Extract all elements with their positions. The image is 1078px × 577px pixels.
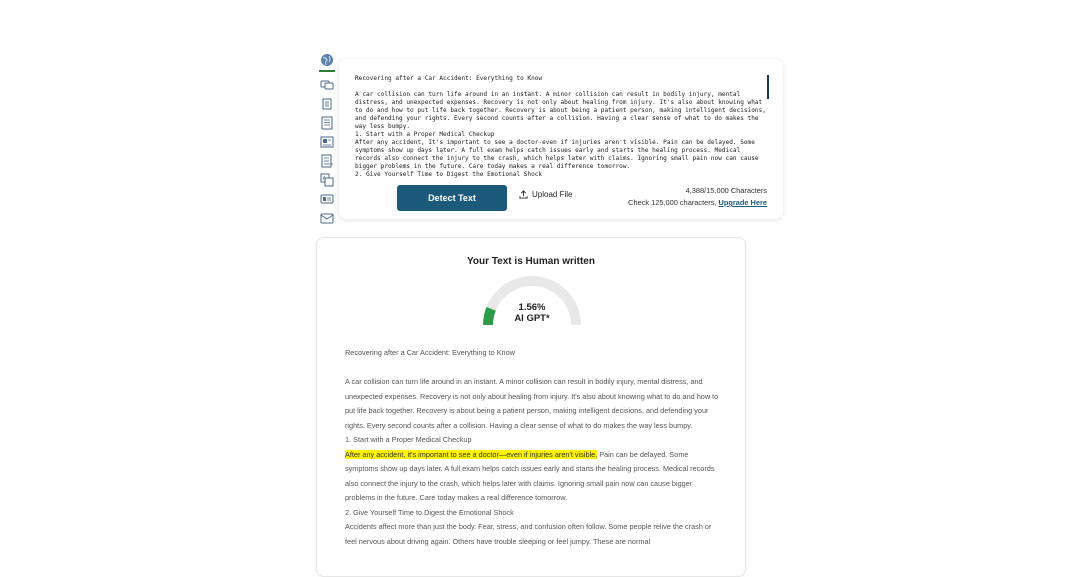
- result-title: Your Text is Human written: [467, 256, 595, 267]
- ai-gauge-label: AI GPT*: [514, 313, 550, 324]
- svg-text:A: A: [322, 176, 326, 182]
- detect-text-button[interactable]: Detect Text: [397, 185, 507, 211]
- input-scrollbar[interactable]: [767, 75, 769, 99]
- upload-file-button[interactable]: [519, 190, 572, 199]
- text-input-area[interactable]: Recovering after a Car Accident: Everything to Know A car collision can turn life around in an instant. A minor collision can result in bodily injury, mental distress, and unexpected expenses. Recovery is not only about healing from injury. It's also about knowing what to do and how to put life back together. Recovery is about being a patient person, making intelligent decisions, and defending your rights. Every second counts after a collision. Having a clear sense of what to do makes the way less bumpy. 1. Start with a Proper Medical Checkup After any accident, It's important to see a doctor-even if injuries aren't visible. Pain can be delayed. Some symptoms show up days later. A full exam helps catch issues early and starts the healing process. Medical records also connect the injury to the crash, which helps later with claims. Ignoring small pain now can cause bigger problems in the future. Care today makes a real difference tomorrow. 2. Give Yourself Time to Digest the Emotional Shock: [355, 75, 766, 178]
- notes-icon[interactable]: [320, 116, 334, 130]
- gauge-readout: [481, 302, 583, 324]
- globe-icon[interactable]: [320, 53, 334, 67]
- analyzed-paragraph-1: A car collision can turn life around in an instant. A minor collision can result in bodily injury, mental distress, and unexpected expenses. Recovery is not only about healing from injury. It's also about knowing what to do and how to put life back together. Recovery is about being a patient person, making intelligent decisions, and defending your rights. Every second counts after a collision. Having a clear sense of what to do makes the way less bumpy.: [345, 377, 719, 430]
- upload-icon: [519, 190, 528, 199]
- analyzed-text: [345, 346, 719, 549]
- image-text-icon[interactable]: [320, 135, 334, 149]
- input-card: [339, 59, 783, 219]
- tool-sidebar: [318, 53, 336, 230]
- highlighted-sentence: After any accident, it's important to see a doctor—even if injuries aren't visible.: [345, 449, 598, 459]
- character-counter: [628, 185, 767, 209]
- analyzed-heading: Recovering after a Car Accident: Everything to Know: [345, 348, 515, 357]
- analyzed-item-1: 1. Start with a Proper Medical Checkup: [345, 435, 472, 444]
- file-compare-icon[interactable]: [320, 154, 334, 168]
- ai-percent: 1.56%: [518, 302, 546, 313]
- check-characters-text: Check 125,000 characters,: [628, 198, 717, 207]
- active-tool-indicator: [319, 70, 335, 72]
- analyzed-paragraph-3: Accidents affect more than just the body. Fear, stress, and confusion often follow. Some people relive the crash or feel nervous about driving again. Others have trouble sleeping or feel jumpy. These are normal: [345, 522, 712, 546]
- analyzed-item-2: 2. Give Yourself Time to Digest the Emotional Shock: [345, 507, 514, 517]
- document-icon[interactable]: [320, 97, 334, 111]
- id-card-icon[interactable]: [320, 192, 334, 206]
- upload-file-label: Upload File: [532, 190, 573, 199]
- upgrade-link[interactable]: Upgrade Here: [718, 198, 767, 207]
- translate-icon[interactable]: [320, 173, 334, 187]
- paraphrase-icon[interactable]: [320, 78, 334, 92]
- result-card: [316, 237, 746, 577]
- character-count: 4,388/15,000 Characters: [685, 186, 767, 195]
- mail-icon[interactable]: [320, 211, 334, 225]
- analyzed-paragraph-2-rest: Pain can be delayed. Some symptoms show up days later. A full exam helps catch issues early and starts the healing process. Medical records also connect the injury to the crash, which helps later with claims. Ignoring small pain now can cause bigger problems in the future. Care today makes a real difference tomorrow.: [345, 449, 715, 502]
- analyzed-paragraph-2: [345, 448, 719, 506]
